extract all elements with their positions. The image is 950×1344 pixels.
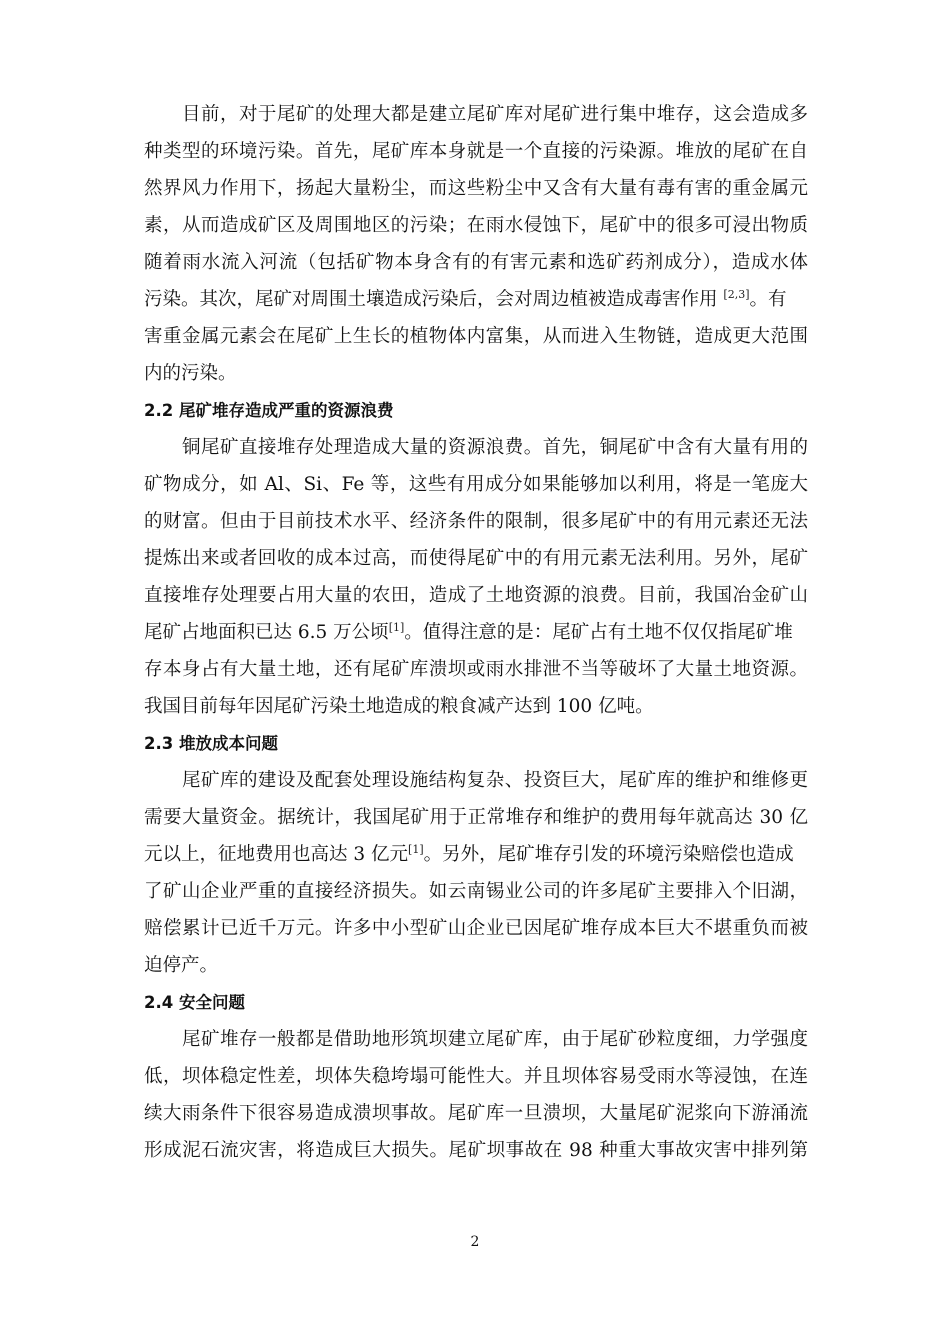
- text-line: 提炼出来或者回收的成本过高，而使得尾矿中的有用元素无法利用。另外，尾矿: [144, 548, 808, 569]
- text-line: 续大雨条件下很容易造成溃坝事故。尾矿库一旦溃坝，大量尾矿泥浆向下游涌流: [144, 1103, 808, 1124]
- paragraph-safety: [144, 1021, 808, 1169]
- text-line: 素，从而造成矿区及周围地区的污染；在雨水侵蚀下，尾矿中的很多可浸出物质: [144, 215, 808, 236]
- text-line: 然界风力作用下，扬起大量粉尘，而这些粉尘中又含有大量有毒有害的重金属元: [144, 178, 808, 199]
- text-line: 了矿山企业严重的直接经济损失。如云南锡业公司的许多尾矿主要排入个旧湖，: [144, 881, 808, 902]
- text-line: 目前，对于尾矿的处理大都是建立尾矿库对尾矿进行集中堆存，这会造成多: [182, 104, 808, 125]
- paragraph-pollution: [144, 96, 808, 392]
- text-line: [144, 281, 808, 318]
- text-line: 内的污染。: [144, 363, 237, 384]
- text-line: [144, 836, 808, 873]
- citation: [1]: [388, 621, 405, 634]
- text-line: 尾矿库的建设及配套处理设施结构复杂、投资巨大，尾矿库的维护和维修更: [182, 770, 808, 791]
- text-line: [144, 614, 808, 651]
- paragraph-storage-cost: [144, 762, 808, 984]
- text-line: 存本身占有大量土地，还有尾矿库溃坝或雨水排泄不当等破坏了大量土地资源。: [144, 659, 808, 680]
- text-segment: 。有: [749, 289, 787, 310]
- text-line: 需要大量资金。据统计，我国尾矿用于正常堆存和维护的费用每年就高达 30 亿: [144, 807, 808, 828]
- text-line: 迫停产。: [144, 955, 219, 976]
- text-line: 铜尾矿直接堆存处理造成大量的资源浪费。首先，铜尾矿中含有大量有用的: [182, 437, 808, 458]
- text-line: 矿物成分，如 Al、Si、Fe 等，这些有用成分如果能够加以利用，将是一笔庞大: [144, 474, 808, 495]
- text-line: 我国目前每年因尾矿污染土地造成的粮食减产达到 100 亿吨。: [144, 696, 654, 717]
- section-heading-2-4: 2.4 安全问题: [144, 993, 245, 1012]
- text-segment: 。另外，尾矿堆存引发的环境污染赔偿也造成: [423, 844, 794, 865]
- text-segment: 元以上，征地费用也高达 3 亿元: [144, 844, 409, 865]
- document-body: [144, 96, 808, 1169]
- text-line: 形成泥石流灾害，将造成巨大损失。尾矿坝事故在 98 种重大事故灾害中排列第: [144, 1140, 808, 1161]
- text-line: 赔偿累计已近千万元。许多中小型矿山企业已因尾矿堆存成本巨大不堪重负而被: [144, 918, 808, 939]
- citation: [1]: [408, 843, 424, 856]
- text-line: 的财富。但由于目前技术水平、经济条件的限制，很多尾矿中的有用元素还无法: [144, 511, 808, 532]
- citation: [2,3]: [723, 288, 750, 301]
- section-heading-2-3: 2.3 堆放成本问题: [144, 734, 278, 753]
- text-segment: 尾矿占地面积已达 6.5 万公顷: [144, 622, 389, 643]
- page-number: 2: [470, 1234, 480, 1250]
- paragraph-resource-waste: [144, 429, 808, 725]
- text-line: 低，坝体稳定性差，坝体失稳垮塌可能性大。并且坝体容易受雨水等浸蚀，在连: [144, 1066, 808, 1087]
- text-line: 种类型的环境污染。首先，尾矿库本身就是一个直接的污染源。堆放的尾矿在自: [144, 141, 808, 162]
- section-heading-2-2: 2.2 尾矿堆存造成严重的资源浪费: [144, 401, 394, 420]
- text-line: 直接堆存处理要占用大量的农田，造成了土地资源的浪费。目前，我国冶金矿山: [144, 585, 808, 606]
- text-line: 尾矿堆存一般都是借助地形筑坝建立尾矿库，由于尾矿砂粒度细，力学强度: [182, 1029, 808, 1050]
- text-segment: 污染。其次，尾矿对周围土壤造成污染后，会对周边植被造成毒害作用: [144, 289, 718, 310]
- text-line: 害重金属元素会在尾矿上生长的植物体内富集，从而进入生物链，造成更大范围: [144, 326, 808, 347]
- text-segment: 。值得注意的是：尾矿占有土地不仅仅指尾矿堆: [404, 622, 793, 643]
- text-line: 随着雨水流入河流（包括矿物本身含有的有害元素和选矿药剂成分），造成水体: [144, 252, 808, 273]
